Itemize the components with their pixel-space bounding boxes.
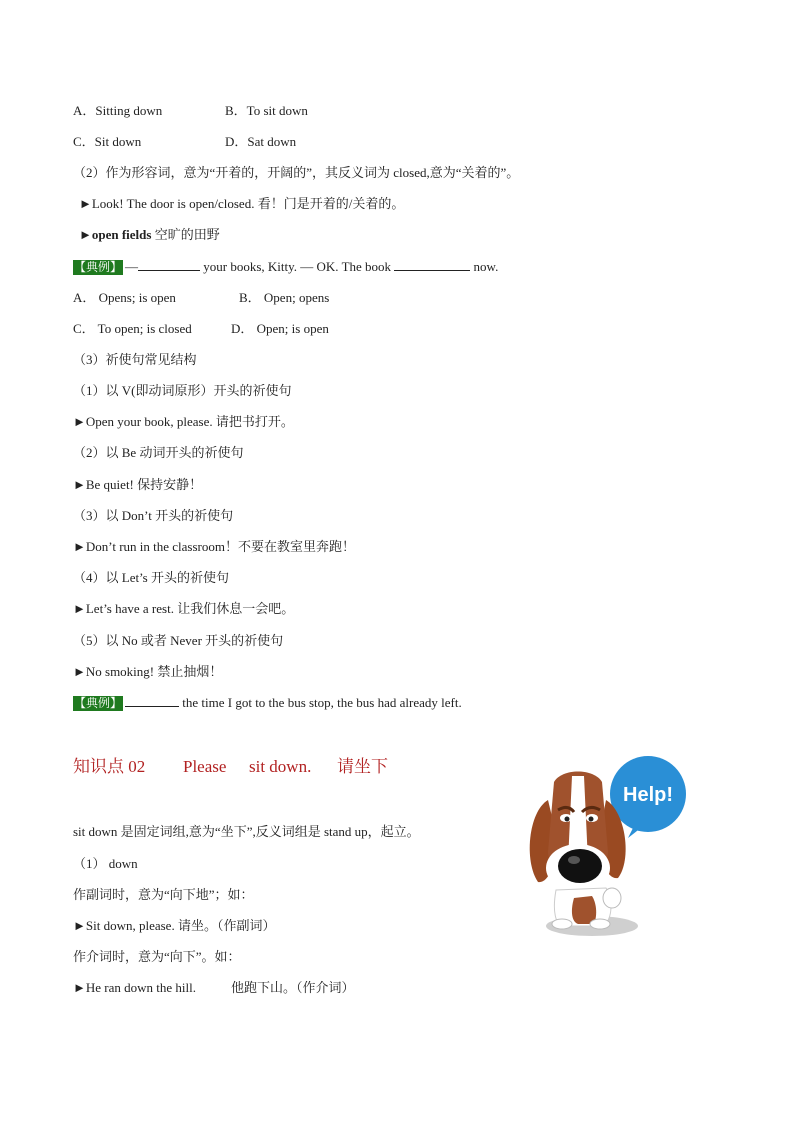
- adverb-usage: 作副词时，意为“向下地”；如：: [73, 887, 254, 902]
- preposition-example: [73, 980, 355, 996]
- imperative-example-5: ►No smoking! 禁止抽烟！: [73, 664, 223, 679]
- q2-part3: now.: [470, 259, 499, 274]
- example-sentence-door: ►Look! The door is open/closed. 看！门是开着的/关着的。: [79, 196, 405, 211]
- option-c: C． To open; is closed: [73, 321, 192, 336]
- heading-chinese: 请坐下: [337, 757, 388, 776]
- knowledge-point-heading: [73, 757, 388, 777]
- q2-part2: your books, Kitty. — OK. The book: [200, 259, 395, 274]
- adjective-explanation: （2）作为形容词，意为“开着的，开阔的”，其反义词为 closed,意为“关着的”。: [73, 165, 520, 180]
- q3-blank: [125, 694, 179, 707]
- imperative-structure-4: （4）以 Let’s 开头的祈使句: [73, 570, 229, 585]
- example-open-fields: [79, 227, 220, 243]
- option-a: A．Sitting down: [73, 103, 163, 118]
- section2-intro: sit down 是固定词组,意为“坐下”,反义词组是 stand up，起立。: [73, 824, 420, 839]
- imperative-structure-3: （3）以 Don’t 开头的祈使句: [73, 508, 234, 523]
- imperative-structure-1: （1）以 V(即动词原形）开头的祈使句: [73, 383, 292, 398]
- imperative-title: （3）祈使句常见结构: [73, 352, 197, 367]
- help-dog-illustration: [522, 752, 694, 944]
- example-question-2: [73, 258, 498, 275]
- phrase-open-fields: ►open fields: [79, 227, 152, 242]
- option-d: D． Open; is open: [231, 321, 329, 336]
- q2-options-row2: [73, 321, 329, 337]
- preposition-example-en: ►He ran down the hill.: [73, 980, 196, 995]
- imperative-example-4: ►Let’s have a rest. 让我们休息一会吧。: [73, 601, 295, 616]
- option-b: B． Open; opens: [239, 290, 330, 305]
- example-tag: 【典例】: [74, 260, 123, 274]
- bubble-text: Help!: [623, 784, 673, 806]
- q3-text: the time I got to the bus stop, the bus had already left.: [179, 695, 462, 710]
- example-question-3: [73, 694, 462, 711]
- q2-part1: —: [125, 259, 139, 274]
- preposition-example-cn: 他跑下山。（作介词）: [231, 980, 355, 995]
- imperative-structure-5: （5）以 No 或者 Never 开头的祈使句: [73, 633, 284, 648]
- imperative-structure-2: （2）以 Be 动词开头的祈使句: [73, 445, 244, 460]
- phrase-translation: 空旷的田野: [151, 227, 220, 242]
- q1-options-row2: [73, 134, 296, 150]
- imperative-example-3: ►Don’t run in the classroom！不要在教室里奔跑！: [73, 539, 355, 554]
- dog-raised-paw: [603, 888, 621, 908]
- heading-english-2: sit down.: [249, 757, 312, 776]
- q2-blank-1: [138, 258, 200, 271]
- preposition-usage: 作介词时，意为“向下”。如：: [73, 949, 241, 964]
- adverb-example: ►Sit down, please. 请坐。（作副词）: [73, 918, 276, 933]
- q2-blank-2: [394, 258, 470, 271]
- section2-item-1: （1） down: [73, 856, 138, 871]
- option-b: B．To sit down: [225, 103, 308, 118]
- option-c: C．Sit down: [73, 134, 142, 149]
- example-tag: 【典例】: [74, 696, 123, 710]
- heading-number: 知识点 02: [73, 757, 146, 776]
- option-d: D．Sat down: [225, 134, 297, 149]
- imperative-example-2: ►Be quiet! 保持安静！: [73, 477, 203, 492]
- dog-nose: [558, 849, 602, 883]
- option-a: A． Opens; is open: [73, 290, 176, 305]
- q1-options-row1: [73, 103, 308, 119]
- q2-options-row1: [73, 290, 329, 306]
- heading-english-1: Please: [183, 757, 227, 776]
- imperative-example-1: ►Open your book, please. 请把书打开。: [73, 414, 294, 429]
